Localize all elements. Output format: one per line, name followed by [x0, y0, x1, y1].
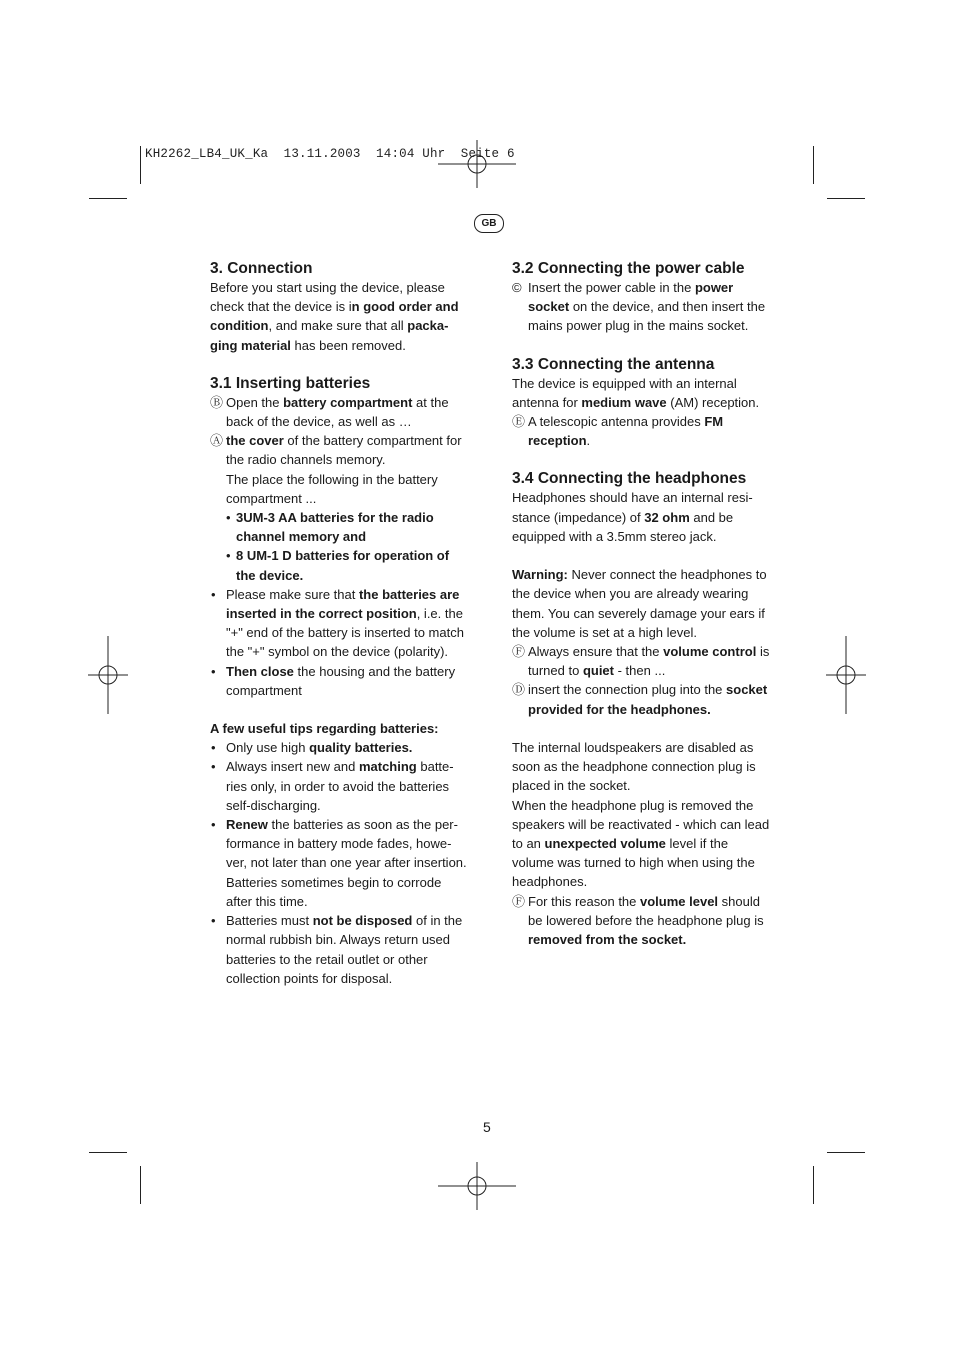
list-item: Ⓓ insert the connection plug into the socket provided for the headphones. — [512, 682, 768, 717]
bullet-icon: • — [211, 759, 216, 775]
circled-f-icon: Ⓕ — [512, 893, 526, 909]
paragraph: When the headphone plug is removed the speakers will be reactivated - which can lead to an unexpected volume level if the volume was turned to high when using the headphones. — [512, 797, 770, 890]
tips-title: A few useful tips regarding batteries: — [210, 721, 439, 737]
circled-b-icon: Ⓑ — [210, 394, 224, 410]
crop-mark — [140, 146, 141, 184]
section-connection — [210, 259, 468, 355]
section-antenna — [512, 355, 770, 451]
crop-mark — [140, 1166, 141, 1204]
paragraph: The internal loudspeakers are disabled as soon as the headphone connection plug is placed in the socket. — [512, 740, 756, 794]
print-slug: KH2262_LB4_UK_Ka 13.11.2003 14:04 Uhr Seite 6 — [145, 147, 515, 161]
crop-mark — [89, 198, 127, 199]
registration-mark-icon — [88, 636, 128, 714]
registration-mark-icon — [438, 1162, 516, 1210]
left-column — [210, 259, 468, 1007]
bullet-icon: • — [211, 817, 216, 833]
list-item: Ⓕ For this reason the volume level should be lowered before the headphone plug is removed from the socket. — [512, 893, 764, 948]
list-item: • Please make sure that the batteries are inserted in the correct position, i.e. the "+" end of the battery is inserted to match the "+" symbol on the device (polarity). — [211, 586, 464, 660]
bullet-icon: • — [211, 740, 216, 756]
circled-f-icon: Ⓕ — [512, 644, 526, 660]
crop-mark — [89, 1152, 127, 1153]
bullet-icon: • — [211, 586, 216, 602]
section-headphones — [512, 469, 770, 949]
list-item: Ⓐ the cover of the battery compartment for the radio channels memory. — [210, 433, 462, 468]
section-power-cable — [512, 259, 770, 336]
crop-mark — [813, 1166, 814, 1204]
language-badge: GB — [474, 214, 504, 233]
paragraph: The place the following in the battery compartment ... — [226, 471, 438, 506]
section-title: 3.2 Connecting the power cable — [512, 260, 745, 277]
list-item: • 8 UM-1 D batteries for operation of the device. — [226, 548, 450, 583]
list-item: • Renew the batteries as soon as the per-formance in battery mode fades, howe-ver, not later than one year after insertion. Batteries sometimes begin to corrode after this time. — [211, 817, 467, 909]
list-item: • Then close the housing and the battery compartment — [211, 663, 456, 698]
list-item: Ⓑ Open the battery compartment at the back of the device, as well as … — [210, 394, 449, 430]
bullet-icon: • — [226, 548, 231, 564]
circled-d-icon: Ⓓ — [512, 682, 526, 698]
crop-mark — [827, 1152, 865, 1153]
section-title: 3.3 Connecting the antenna — [512, 355, 715, 373]
list-item: • Batteries must not be disposed of in the normal rubbish bin. Always return used batteries to the retail outlet or other collection points for disposal. — [211, 913, 463, 986]
registration-mark-icon — [826, 636, 866, 714]
list-item: • Only use high quality batteries. — [210, 738, 468, 757]
list-item: Ⓔ A telescopic antenna provides FM reception. — [512, 414, 724, 449]
bullet-icon: • — [211, 913, 216, 929]
list-item: • 3UM-3 AA batteries for the radio channel memory and — [226, 510, 434, 545]
section-inserting-batteries — [210, 374, 468, 700]
circled-e-icon: Ⓔ — [512, 414, 526, 430]
section-battery-tips — [210, 719, 468, 988]
bullet-icon: • — [211, 663, 216, 679]
list-item: Ⓕ Always ensure that the volume control is turned to quiet - then ... — [512, 644, 770, 679]
circled-a-icon: Ⓐ — [210, 433, 224, 449]
list-item: © Insert the power cable in the power socket on the device, and then insert the mains power plug in the mains socket. — [512, 280, 766, 334]
paragraph: Headphones should have an internal resi-stance (impedance) of 32 ohm and be equipped with a 3.5mm stereo jack. — [512, 490, 753, 544]
warning-paragraph: Warning: Never connect the headphones to the device when you are already wearing them. You can severely damage your ears if the volume is set at a high level. — [512, 567, 767, 640]
bullet-icon: • — [226, 510, 231, 526]
right-column — [512, 259, 770, 968]
paragraph: Before you start using the device, please check that the device is in good order and condition, and make sure that all packa-ging material has been removed. — [210, 280, 459, 353]
list-item: • Always insert new and matching batte-ries only, in order to avoid the batteries self-discharging. — [211, 759, 454, 813]
crop-mark — [813, 146, 814, 184]
paragraph: The device is equipped with an internal antenna for medium wave (AM) reception. — [512, 375, 760, 410]
section-title: 3. Connection — [210, 260, 313, 277]
section-title: 3.1 Inserting batteries — [210, 374, 371, 392]
page-number: 5 — [483, 1119, 491, 1135]
circled-c-icon: © — [512, 280, 522, 295]
crop-mark — [827, 198, 865, 199]
section-title: 3.4 Connecting the headphones — [512, 470, 747, 488]
